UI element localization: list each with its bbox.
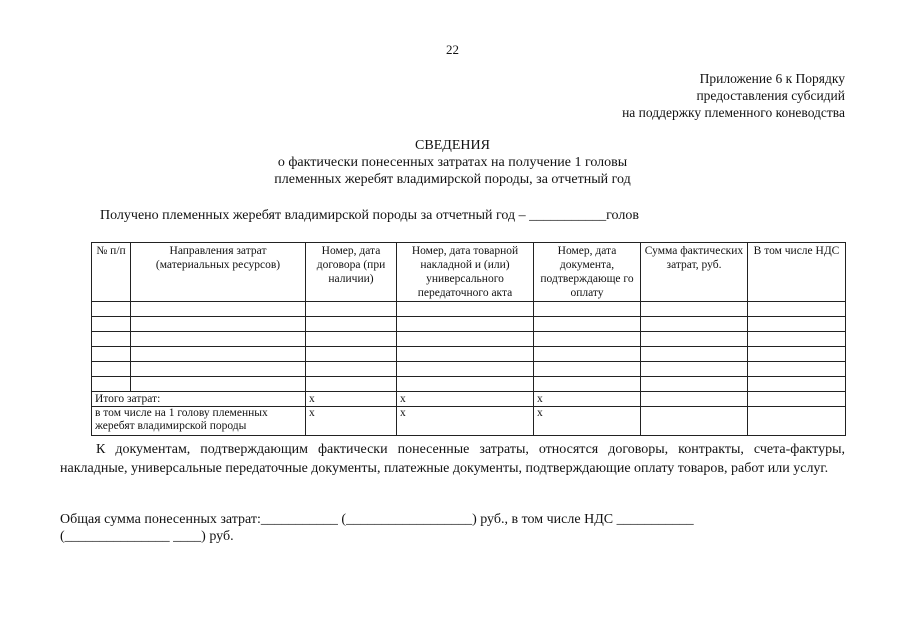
title-line-2: о фактически понесенных затратах на получение 1 головы [277,155,628,170]
table-row [92,362,846,377]
expenses-table [91,242,846,436]
x-mark: x [306,392,397,407]
header-amount: Сумма фактических затрат, руб. [641,243,748,302]
header-number: № п/п [92,243,131,302]
title-line-3: племенных жеребят владимирской породы, за отчетный год [274,172,631,187]
page-number: 22 [446,42,459,57]
table-row [92,377,846,392]
appendix-line-2: предоставления субсидий [696,88,845,103]
paragraph-text: К документам, подтверждающим фактически понесенные затраты, относятся договоры, контракты, счета-фактуры, накладные, универсальные передаточные документы, платежные документы, подтверждающие оплату товаров, работ или услуг. [60,442,845,476]
per-head-row [92,407,846,436]
table-row [92,347,846,362]
total-sum-line-2: (_______________ ____) руб. [60,529,234,544]
table-header-row [92,243,846,302]
header-direction: Направления затрат (материальных ресурсов) [131,243,306,302]
total-label: Итого затрат: [92,392,306,407]
x-mark: x [534,392,641,407]
documents-paragraph [60,441,845,478]
appendix-line-1: Приложение 6 к Порядку [699,71,845,86]
x-mark: x [306,407,397,436]
per-head-label: в том числе на 1 голову племенных жеребят владимирской породы [92,407,306,436]
x-mark: x [534,407,641,436]
x-mark: x [397,392,534,407]
header-invoice: Номер, дата товарной накладной и (или) универсального передаточного акта [397,243,534,302]
table-row [92,317,846,332]
header-vat: В том числе НДС [748,243,846,302]
title-main: СВЕДЕНИЯ [415,138,490,153]
table-row [92,332,846,347]
header-contract: Номер, дата договора (при наличии) [306,243,397,302]
total-sum-line: Общая сумма понесенных затрат:___________ (__________________) руб., в том числе НДС ___________ [60,512,694,527]
x-mark: x [397,407,534,436]
header-payment-doc: Номер, дата документа, подтверждающе го оплату [534,243,641,302]
document-title [0,137,905,188]
table-row [92,302,846,317]
received-foals-line: Получено племенных жеребят владимирской породы за отчетный год – ___________голов [100,208,639,223]
total-row [92,392,846,407]
appendix-note [622,70,845,121]
appendix-line-3: на поддержку племенного коневодства [622,105,845,120]
